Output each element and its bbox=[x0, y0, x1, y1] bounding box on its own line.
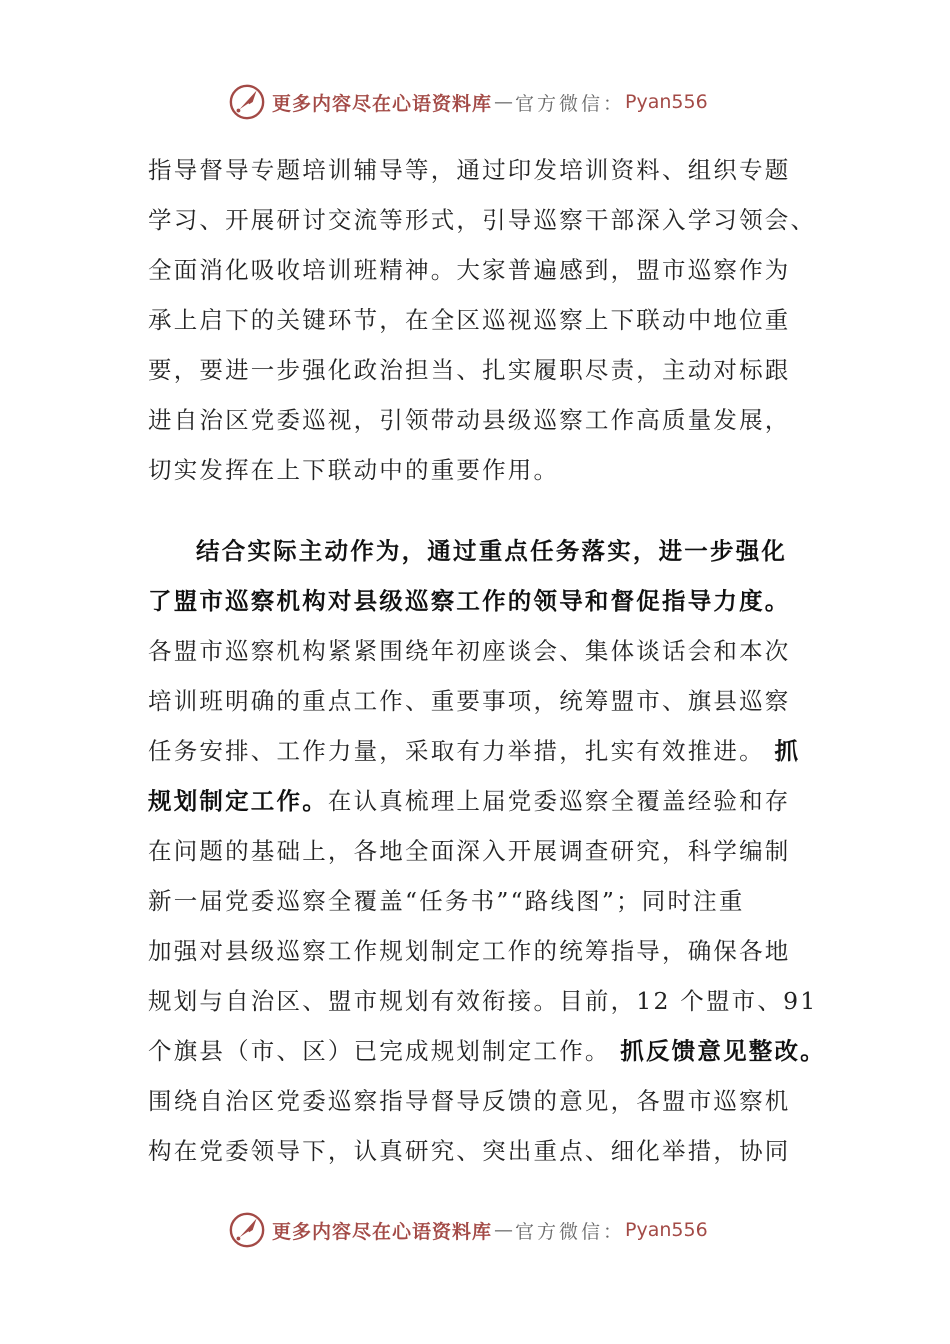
header-label: 官方微信： bbox=[515, 92, 626, 115]
text-line: 新一届党委巡察全覆盖“任务书”“路线图”；同时注重 bbox=[148, 887, 745, 915]
paragraph-gap bbox=[148, 495, 808, 526]
text-line: 要，要进一步强化政治担当、扎实履职尽责，主动对标跟 bbox=[148, 356, 791, 384]
text-line: 切实发挥在上下联动中的重要作用。 bbox=[148, 456, 560, 484]
text-line: 在问题的基础上，各地全面深入开展调查研究，科学编制 bbox=[148, 837, 791, 865]
bold-heading-line: 了盟市巡察机构对县级巡察工作的领导和督促指导力度。 bbox=[148, 587, 791, 615]
text-line bbox=[148, 776, 808, 826]
text-line: 进自治区党委巡视，引领带动县级巡察工作高质量发展， bbox=[148, 406, 791, 434]
bold-run: 规划制定工作。 bbox=[148, 787, 328, 815]
text-line: 构在党委领导下，认真研究、突出重点、细化举措，协同 bbox=[148, 1137, 791, 1165]
header-wechat-id: Pyan556 bbox=[625, 91, 708, 113]
text-line bbox=[148, 726, 808, 776]
text-line: 加强对县级巡察工作规划制定工作的统筹指导，确保各地 bbox=[148, 937, 791, 965]
document-body bbox=[148, 145, 826, 1176]
quill-logo-icon bbox=[228, 1211, 266, 1249]
text-line bbox=[148, 1026, 826, 1076]
footer-wechat-id: Pyan556 bbox=[625, 1219, 708, 1241]
footer-banner bbox=[228, 1210, 748, 1250]
text-line: 指导督导专题培训辅导等，通过印发培训资料、组织专题 bbox=[148, 156, 791, 184]
header-separator: — bbox=[494, 91, 514, 113]
text-line: 规划与自治区、盟市规划有效衔接。目前，12 个盟市、91 bbox=[148, 987, 818, 1015]
bold-run: 抓反馈意见整改。 bbox=[620, 1037, 826, 1065]
text-run: 个旗县（市、区）已完成规划制定工作。 bbox=[148, 1037, 611, 1065]
text-line: 围绕自治区党委巡察指导督导反馈的意见，各盟市巡察机 bbox=[148, 1087, 791, 1115]
bold-run: 抓 bbox=[774, 737, 801, 765]
footer-label: 官方微信： bbox=[515, 1220, 626, 1243]
text-line: 全面消化吸收培训班精神。大家普遍感到，盟市巡察作为 bbox=[148, 256, 791, 284]
text-run: 任务安排、工作力量，采取有力举措，扎实有效推进。 bbox=[148, 737, 765, 765]
text-line: 各盟市巡察机构紧紧围绕年初座谈会、集体谈话会和本次 bbox=[148, 637, 791, 665]
text-run: 在认真梳理上届党委巡察全覆盖经验和存 bbox=[327, 787, 791, 815]
text-line: 学习、开展研讨交流等形式，引导巡察干部深入学习领会、 bbox=[148, 206, 817, 234]
footer-brand: 更多内容尽在心语资料库 bbox=[272, 1220, 493, 1243]
text-line: 培训班明确的重点工作、重要事项，统筹盟市、旗县巡察 bbox=[148, 687, 791, 715]
header-banner bbox=[228, 82, 748, 122]
footer-separator: — bbox=[494, 1219, 514, 1241]
bold-heading-line: 结合实际主动作为，通过重点任务落实，进一步强化 bbox=[196, 537, 788, 565]
quill-logo-icon bbox=[228, 83, 266, 121]
text-line: 承上启下的关键环节，在全区巡视巡察上下联动中地位重 bbox=[148, 306, 791, 334]
header-brand: 更多内容尽在心语资料库 bbox=[272, 92, 493, 115]
